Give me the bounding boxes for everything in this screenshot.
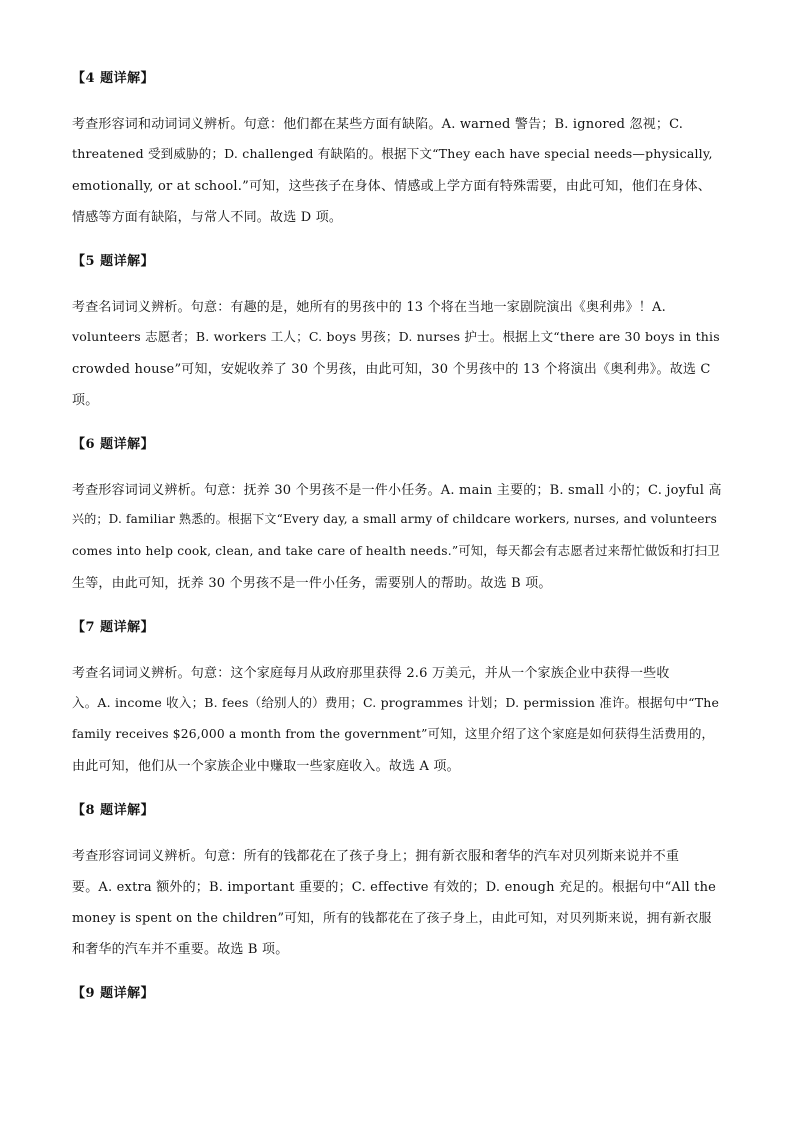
paragraph-line: 由此可知，他们从一个家族企业中赚取一些家庭收入。故选 A 项。	[72, 759, 460, 774]
paragraph-line: 考查名词词义辨析。句意：有趣的是，她所有的男孩中的 13 个将在当地一家剧院演出《奥利弗》！A.	[72, 300, 666, 315]
paragraph-line: 考查形容词词义辨析。句意：所有的钱都花在了孩子身上；拥有新衣服和奢华的汽车对贝列斯来说并不重	[72, 849, 680, 864]
paragraph-line: 项。	[72, 393, 99, 408]
paragraph-line: 要。A. extra 额外的；B. important 重要的；C. effective 有效的；D. enough 充足的。根据句中“All the	[72, 880, 717, 895]
paragraph-line: 生等，由此可知，抚养 30 个男孩不是一件小任务，需要别人的帮助。故选 B 项。	[72, 576, 552, 591]
paragraph-line: 兴的；D. familiar 熟悉的。根据下文“Every day, a small army of childcare workers, nurses, and volunteers	[72, 512, 717, 526]
paragraph-line: volunteers 志愿者；B. workers 工人；C. boys 男孩；D. nurses 护士。根据上文“there are 30 boys in this	[72, 329, 720, 344]
paragraph-line: comes into help cook, clean, and take care of health needs.”可知，每天都会有志愿者过来帮忙做饭和打扫卫	[72, 544, 720, 558]
paragraph-line: 考查形容词和动词词义辨析。句意：他们都在某些方面有缺陷。A. warned 警告；B. ignored 忽视；C.	[72, 117, 684, 132]
paragraph-line: crowded house”可知，安妮收养了 30 个男孩，由此可知，30 个男孩中的 13 个将演出《奥利弗》。故选 C	[72, 362, 711, 377]
section-heading: 【7 题详解】	[72, 620, 155, 635]
paragraph-line: 考查形容词词义辨析。句意：抚养 30 个男孩不是一件小任务。A. main 主要的；B. small 小的；C. joyful 高	[72, 483, 722, 498]
section-heading: 【5 题详解】	[72, 254, 155, 269]
section-heading: 【8 题详解】	[72, 803, 155, 818]
paragraph-line: money is spent on the children”可知，所有的钱都花在了孩子身上，由此可知，对贝列斯来说，拥有新衣服	[72, 911, 712, 926]
paragraph-line: 情感等方面有缺陷，与常人不同。故选 D 项。	[72, 210, 343, 225]
section-heading: 【4 题详解】	[72, 71, 155, 86]
paragraph-line: threatened 受到威胁的；D. challenged 有缺陷的。根据下文“They each have special needs—physically,	[72, 146, 713, 161]
section-heading: 【9 题详解】	[72, 986, 155, 1001]
paragraph-line: 和奢华的汽车并不重要。故选 B 项。	[72, 942, 289, 957]
section-heading: 【6 题详解】	[72, 437, 155, 452]
paragraph-line: 入。A. income 收入；B. fees（给别人的）费用；C. programmes 计划；D. permission 准许。根据句中“The	[72, 695, 720, 710]
paragraph-line: 考查名词词义辨析。句意：这个家庭每月从政府那里获得 2.6 万美元，并从一个家族企业中获得一些收	[72, 666, 670, 681]
paragraph-line: emotionally, or at school.”可知，这些孩子在身体、情感或上学方面有特殊需要，由此可知，他们在身体、	[72, 179, 711, 194]
paragraph-line: family receives $26,000 a month from the government”可知，这里介绍了这个家庭是如何获得生活费用的，	[72, 727, 714, 741]
